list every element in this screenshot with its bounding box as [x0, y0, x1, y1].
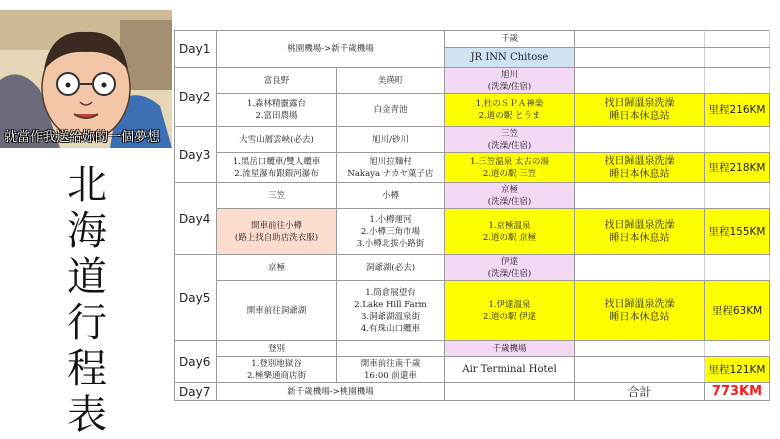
onsen-item: 2.道の駅 三笠	[482, 168, 537, 179]
empty-cell	[575, 341, 705, 357]
place: 京極	[217, 255, 337, 281]
spot: 1.小樽運河	[369, 214, 412, 225]
title-char: 表	[67, 392, 107, 438]
stay-area	[445, 68, 575, 94]
empty-cell	[705, 127, 770, 153]
title-char: 行	[67, 300, 107, 346]
empty-cell	[575, 68, 705, 94]
empty-cell	[445, 383, 575, 401]
rest-line: 找日歸溫泉洗澡	[604, 155, 675, 167]
stay-area	[445, 183, 575, 209]
route: 桃園機場->新千歲機場	[217, 31, 445, 68]
stay-area: 千歲機場	[445, 341, 575, 357]
rest-note	[575, 153, 705, 183]
rest-line: 睡日本休息站	[609, 111, 670, 122]
place: 小樽	[337, 183, 445, 209]
stay-area-name: 旭川	[500, 69, 518, 80]
spot: 1.黑岳口纜車/雙人纜車	[232, 156, 321, 167]
rest-note	[575, 209, 705, 255]
spot: Nakaya ナカヤ菓子店	[347, 168, 434, 179]
stay-area	[445, 255, 575, 281]
spots	[337, 153, 445, 183]
empty-cell	[575, 127, 705, 153]
empty-cell	[705, 68, 770, 94]
mileage: 里程121KM	[705, 357, 770, 383]
spots	[217, 357, 337, 383]
rest-line: 睡日本休息站	[609, 232, 670, 244]
title-char: 道	[67, 254, 107, 300]
spots	[217, 153, 337, 183]
onsen	[445, 209, 575, 255]
empty-cell	[575, 183, 705, 209]
empty-cell	[705, 31, 770, 48]
onsen	[445, 94, 575, 127]
hotel: JR INN Chitose	[445, 48, 575, 68]
empty-cell	[705, 255, 770, 281]
spot: 3.洞爺湖溫泉街	[360, 311, 421, 322]
rest-line: 睡日本休息站	[609, 168, 670, 180]
spots	[217, 209, 337, 255]
spots	[337, 209, 445, 255]
rest-line: 找日歸溫泉洗澡	[604, 298, 675, 310]
stay-area-name: 京極	[500, 184, 518, 195]
itinerary-table	[174, 30, 770, 401]
place: 大雪山層雲峽(必去)	[217, 127, 337, 153]
cartoon-caption: 就當作我送給妳的一個夢想	[4, 130, 161, 145]
spot: 1.森林精靈露台	[246, 99, 307, 109]
spot: 3.小樽北拔小路街	[356, 238, 425, 249]
page-title-vertical	[62, 162, 112, 438]
stay-area	[445, 127, 575, 153]
rest-note	[575, 94, 705, 127]
spot: (路上找自助店洗衣服)	[234, 232, 319, 243]
day-label: Day4	[175, 183, 217, 255]
stay-area-note: (洗澡/住宿)	[487, 81, 532, 92]
spot: 2.流星瀑布跟銀河瀑布	[234, 168, 319, 179]
spot: 開車前往南千歲	[360, 358, 421, 369]
day-label: Day7	[175, 383, 217, 401]
mileage: 里程155KM	[705, 209, 770, 255]
rest-line: 找日歸溫泉洗澡	[604, 98, 675, 109]
stay-area-note: (洗澡/住宿)	[487, 196, 532, 207]
onsen-item: 1.京極溫泉	[488, 220, 531, 231]
place: 洞爺湖(必去)	[337, 255, 445, 281]
spot: 開車前往小樽	[250, 220, 302, 231]
onsen	[445, 153, 575, 183]
onsen-item: 1.伊達溫泉	[488, 299, 531, 310]
place: 美瑛町	[337, 68, 445, 94]
empty-cell	[575, 48, 705, 68]
stay-area-note: (洗澡/住宿)	[487, 140, 532, 151]
spot: 旭川拉麵村	[369, 156, 412, 167]
spot: 2.Lake Hill Farm	[354, 299, 427, 310]
rest-note	[575, 281, 705, 341]
stay-area-name: 三笠	[500, 128, 518, 139]
spot: 1.登別地獄谷	[251, 358, 302, 369]
day-label: Day5	[175, 255, 217, 341]
onsen-item: 2.道の駅 京極	[482, 232, 537, 243]
spots	[337, 357, 445, 383]
onsen	[445, 281, 575, 341]
empty-cell	[575, 357, 705, 383]
spot: 1.筒倉展望台	[365, 287, 416, 298]
day-label: Day6	[175, 341, 217, 383]
place: 登別	[217, 341, 337, 357]
mileage: 里程218KM	[705, 153, 770, 183]
title-char: 北	[67, 162, 107, 208]
spot: 16:00 前還車	[364, 370, 417, 381]
spots: 白金青池	[337, 94, 445, 127]
stay-area-note: (洗澡/住宿)	[487, 268, 532, 279]
onsen-item: 2.道の駅 とうま	[478, 111, 541, 121]
spot: 4.有珠山口纜車	[360, 323, 421, 334]
place: 旭川/砂川	[337, 127, 445, 153]
empty-cell	[705, 183, 770, 209]
mileage: 里程63KM	[705, 281, 770, 341]
onsen-item: 1.三笠温泉 太古の湯	[470, 156, 549, 167]
spots	[217, 94, 337, 127]
empty-cell	[575, 31, 705, 48]
place: 三笠	[217, 183, 337, 209]
onsen-item: 2.道の駅 伊達	[482, 311, 537, 322]
spot: 2.富田農場	[255, 111, 298, 121]
rest-line: 找日歸溫泉洗澡	[604, 219, 675, 231]
day-label: Day3	[175, 127, 217, 183]
empty-cell	[705, 341, 770, 357]
stay-area-name: 伊達	[500, 256, 518, 267]
spot: 2.極樂通商店街	[246, 370, 307, 381]
rest-line: 睡日本休息站	[609, 311, 670, 323]
spot: 2.小樽三角市場	[360, 226, 421, 237]
mileage: 里程216KM	[705, 94, 770, 127]
spots	[337, 281, 445, 341]
title-char: 程	[67, 346, 107, 392]
empty-cell	[575, 255, 705, 281]
empty-cell	[705, 48, 770, 68]
sum-label: 合計	[575, 383, 705, 401]
stay-area: 千歲	[445, 31, 575, 48]
empty-cell	[337, 341, 445, 357]
place: 富良野	[217, 68, 337, 94]
onsen-item: 1.杜のＳＰＡ神楽	[475, 99, 544, 109]
day-label: Day2	[175, 68, 217, 127]
total-mileage: 773KM	[705, 383, 770, 401]
hotel: Air Terminal Hotel	[445, 357, 575, 383]
day-label: Day1	[175, 31, 217, 68]
spots: 開車前往洞爺湖	[217, 281, 337, 341]
route: 新千歲機場->桃園機場	[217, 383, 445, 401]
title-char: 海	[67, 208, 107, 254]
